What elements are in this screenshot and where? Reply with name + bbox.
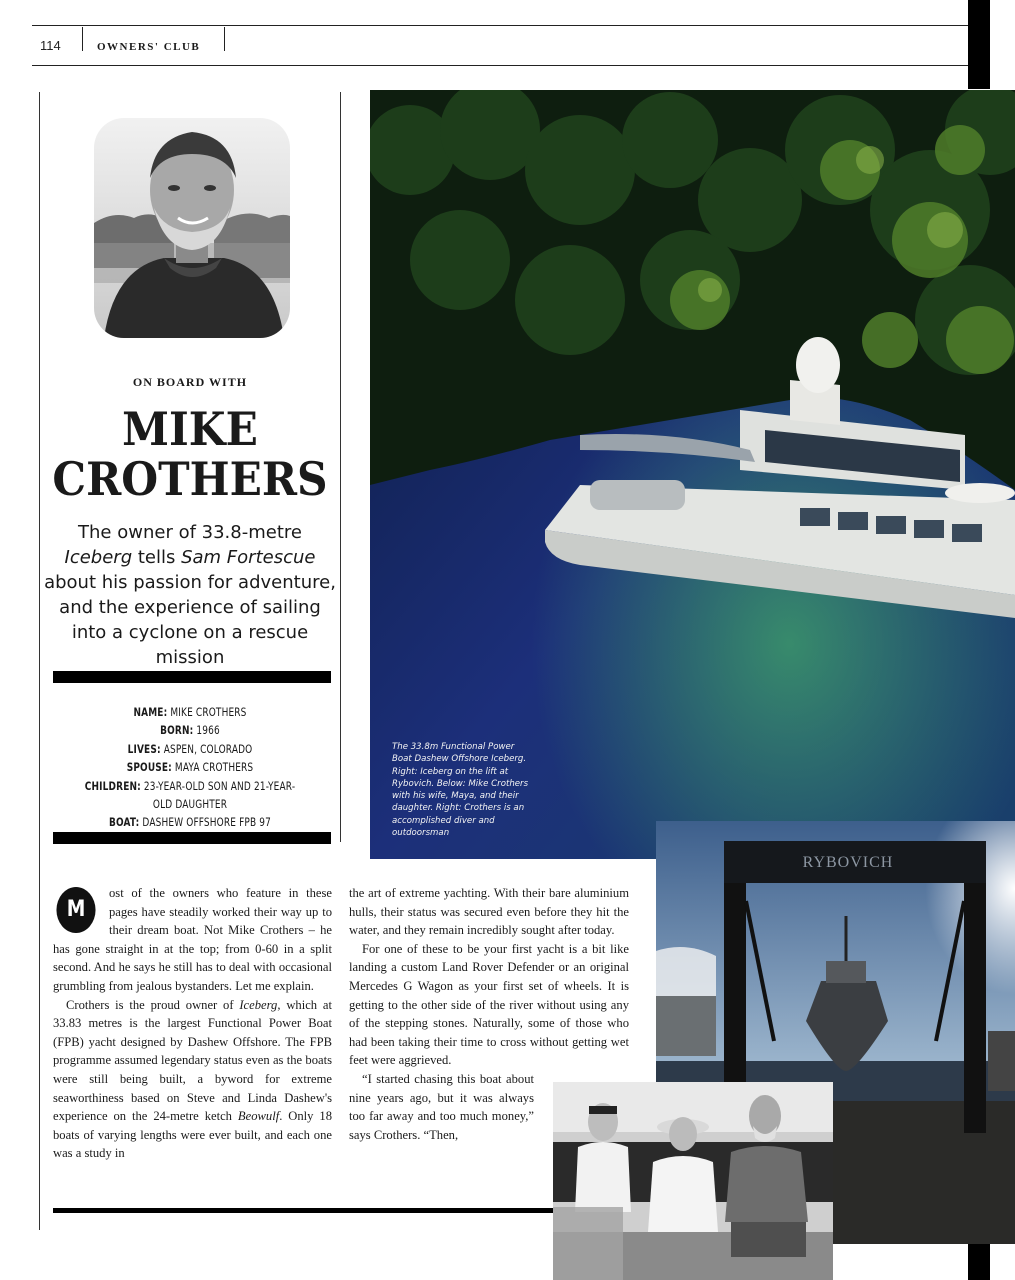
article-column-1: [53, 884, 332, 1163]
fact-label: LIVES:: [127, 741, 161, 756]
standfirst-author: Sam Fortescue: [181, 547, 316, 568]
fact-label: BOAT:: [108, 815, 140, 830]
article-text: Crothers is the proud owner of: [66, 997, 240, 1012]
lift-sign: RYBOVICH: [802, 854, 894, 871]
fact-label: BORN:: [160, 723, 194, 738]
fact-label: CHILDREN:: [84, 778, 141, 793]
page-edge-marker: [968, 1244, 990, 1280]
sidebar-rule: [39, 92, 40, 1230]
divider-bar: [53, 832, 331, 844]
bottom-rule: [53, 1208, 553, 1213]
kicker: ON BOARD WITH: [132, 375, 248, 389]
drop-cap: M: [56, 887, 95, 933]
photo-caption: The 33.8m Functional Power Boat Dashew Offshore Iceberg. Right: Iceberg on the lift at Rybovich. Below: Mike Crothers with his wife, Maya, and their daughter. Right: Crothers is an accomplished diver and outdoorsman: [392, 742, 529, 839]
boat-name: Iceberg: [239, 997, 278, 1012]
page-number: 114: [40, 38, 61, 53]
fact-label: SPOUSE:: [126, 760, 172, 775]
fact-row: [76, 740, 304, 758]
article-text: For one of these to be your first yacht is a bit like landing a custom Land Rover Defender or an original Mercedes G Wagon as your first set of wheels. It is getting to the other side of the river without using any of the stepping stones. Naturally, some of those who had been taking their time to cross without getting wet feet were aggrieved.: [349, 941, 629, 1068]
standfirst-text: tells: [132, 547, 182, 568]
standfirst-text: The owner of 33.8-metre: [78, 522, 302, 543]
fact-row: [76, 721, 304, 739]
header-divider: [82, 27, 83, 51]
sidebar-rule: [340, 92, 341, 842]
article-paragraph: [349, 940, 629, 1070]
fact-value: 23-YEAR-OLD SON AND 21-YEAR-OLD DAUGHTER: [140, 778, 296, 812]
article-paragraph: [53, 884, 332, 996]
article-text: . Only 18 boats of varying lengths were ever built, and each one was a study in: [53, 1109, 333, 1161]
fact-row: [76, 813, 304, 831]
article-text: ost of the owners who feature in these pages have steadily worked their way up to their dream boat. Not Mike Crothers – he has gone straight in at the top; from 0-60 in a split second. And he says he still has to deal with occasional grumbling from jealous bystanders. Let me explain.: [53, 886, 332, 993]
article-text: , which at 33.83 metres is the largest Functional Power Boat (FPB) yacht designed by Dashew Offshore. The FPB programme assumed legendary status even as the boats were still being built, a byword for extreme seaworthiness based on Steve and Linda Dashew's experience on the 24-metre ketch: [53, 997, 332, 1124]
header-rule-top: [32, 25, 972, 26]
article-paragraph: [53, 996, 332, 1163]
profile-name-line2: CROTHERS: [52, 452, 328, 506]
boat-name: Beowulf: [237, 1109, 280, 1124]
article-column-2: [349, 884, 629, 1144]
standfirst-boat-name: Iceberg: [64, 547, 133, 568]
profile-name: [52, 404, 328, 504]
header-rule-bottom: [32, 65, 972, 66]
fact-row: [76, 703, 304, 721]
fact-value: ASPEN, COLORADO: [160, 741, 253, 756]
fact-value: MIKE CROTHERS: [167, 705, 247, 719]
header-divider: [224, 27, 225, 51]
fact-row: [76, 777, 304, 814]
profile-name-line1: MIKE: [122, 402, 258, 456]
section-name: OWNERS' CLUB: [97, 41, 201, 53]
fact-box: [76, 703, 304, 832]
article-paragraph: the art of extreme yachting. With their bare aluminium hulls, their status was secured even before they hit the water, and they remain incredibly sought after today.: [349, 886, 629, 938]
fact-value: MAYA CROTHERS: [171, 760, 254, 775]
page-edge-marker: [968, 0, 990, 89]
article-paragraph: “I started chasing this boat about nine years ago, but it was always too far away and too much money,” says Crothers. “Then,: [349, 1071, 534, 1142]
fact-row: [76, 758, 304, 776]
divider-bar: [53, 671, 331, 683]
fact-label: NAME:: [133, 705, 168, 719]
standfirst: [44, 520, 336, 670]
standfirst-text: about his passion for adventure, and the experience of sailing into a cyclone on a rescue mission: [44, 572, 336, 668]
owner-portrait: [94, 118, 290, 338]
fact-value: DASHEW OFFSHORE FPB 97: [139, 815, 272, 830]
fact-value: 1966: [193, 723, 220, 738]
